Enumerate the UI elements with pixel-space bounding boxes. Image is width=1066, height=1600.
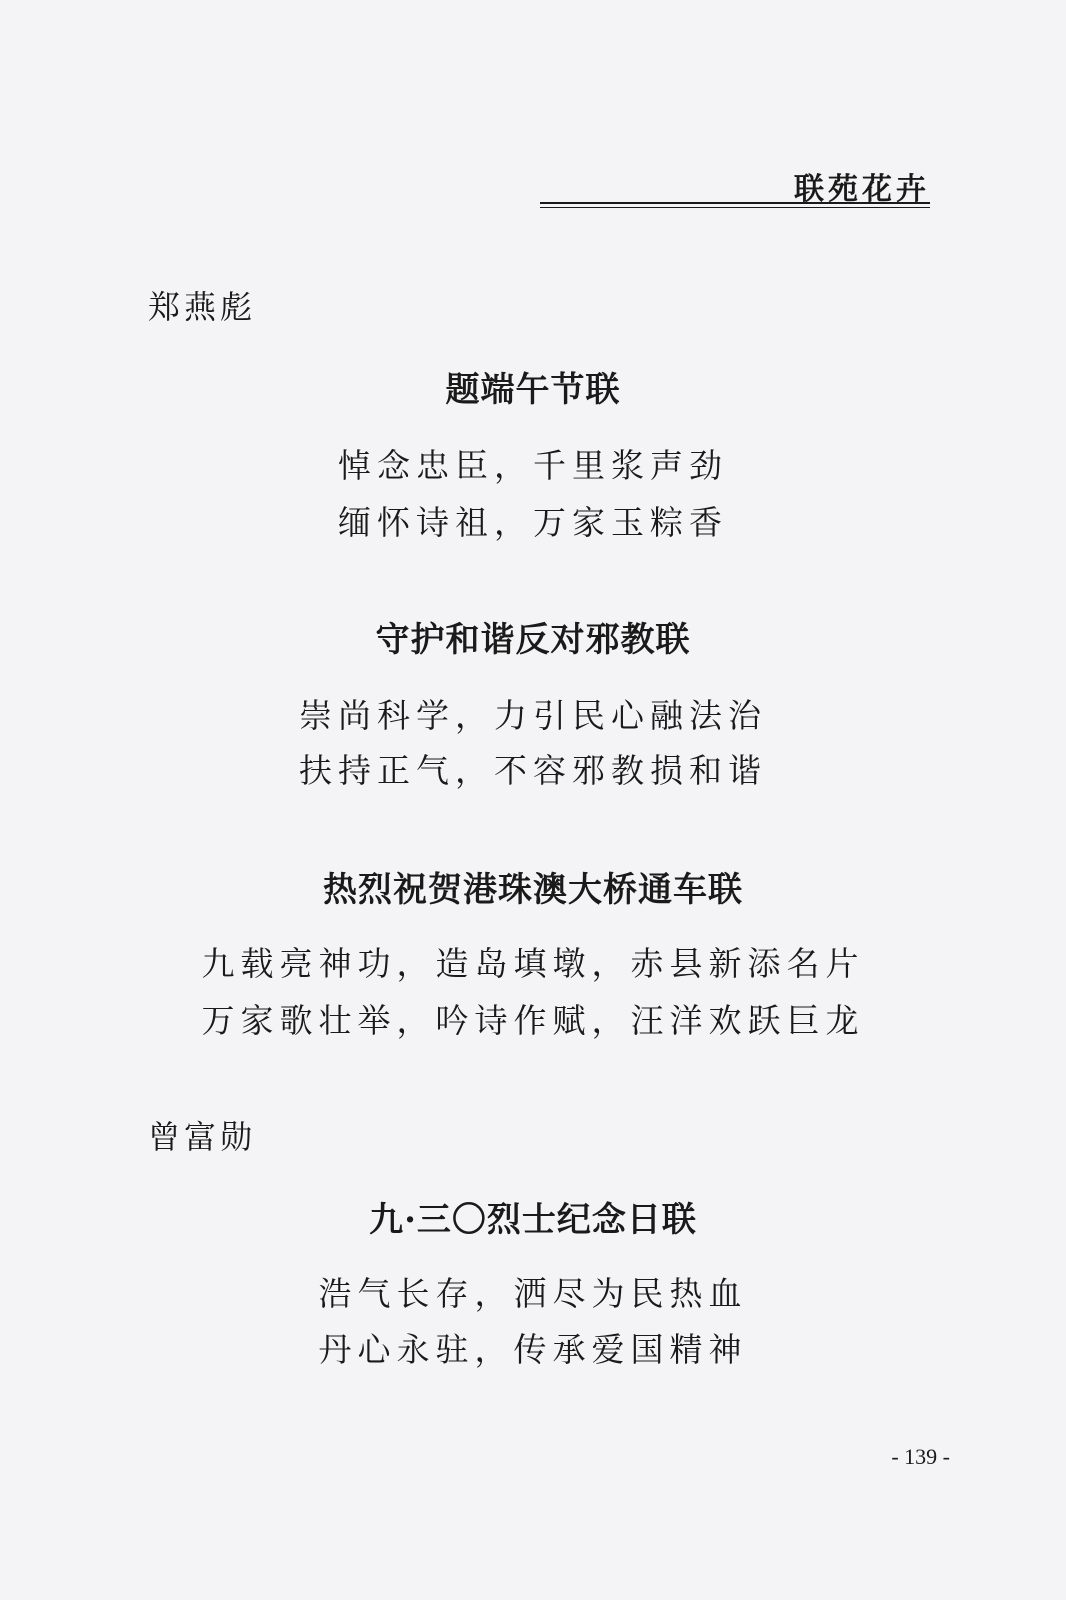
page-number: - 139 - — [891, 1444, 950, 1469]
couplet-title: 九·三〇烈士纪念日联 — [369, 1200, 697, 1240]
couplet-title: 热烈祝贺港珠澳大桥通车联 — [323, 870, 743, 910]
author-name: 郑燕彪 — [148, 288, 257, 326]
header-section-title: 联苑花卉 — [794, 172, 930, 207]
couplet-line: 悼念忠臣，千里浆声劲 — [338, 446, 728, 485]
couplet-line: 崇尚科学，力引民心融法治 — [299, 696, 767, 735]
couplet-line: 缅怀诗祖，万家玉粽香 — [338, 503, 728, 542]
couplet-title: 题端午节联 — [445, 370, 621, 410]
couplet-title: 守护和谐反对邪教联 — [375, 620, 691, 660]
couplet-line: 丹心永驻，传承爱国精神 — [318, 1330, 748, 1369]
couplet-line: 万家歌壮举，吟诗作赋，汪洋欢跃巨龙 — [201, 1001, 865, 1040]
couplet-line: 浩气长存，洒尽为民热血 — [318, 1274, 748, 1313]
couplet-line: 扶持正气，不容邪教损和谐 — [299, 751, 767, 790]
author-name: 曾富勋 — [148, 1118, 257, 1156]
header-rule — [540, 202, 930, 204]
header-rule-secondary — [540, 207, 930, 208]
couplet-line: 九载亮神功，造岛填墩，赤县新添名片 — [201, 944, 865, 983]
